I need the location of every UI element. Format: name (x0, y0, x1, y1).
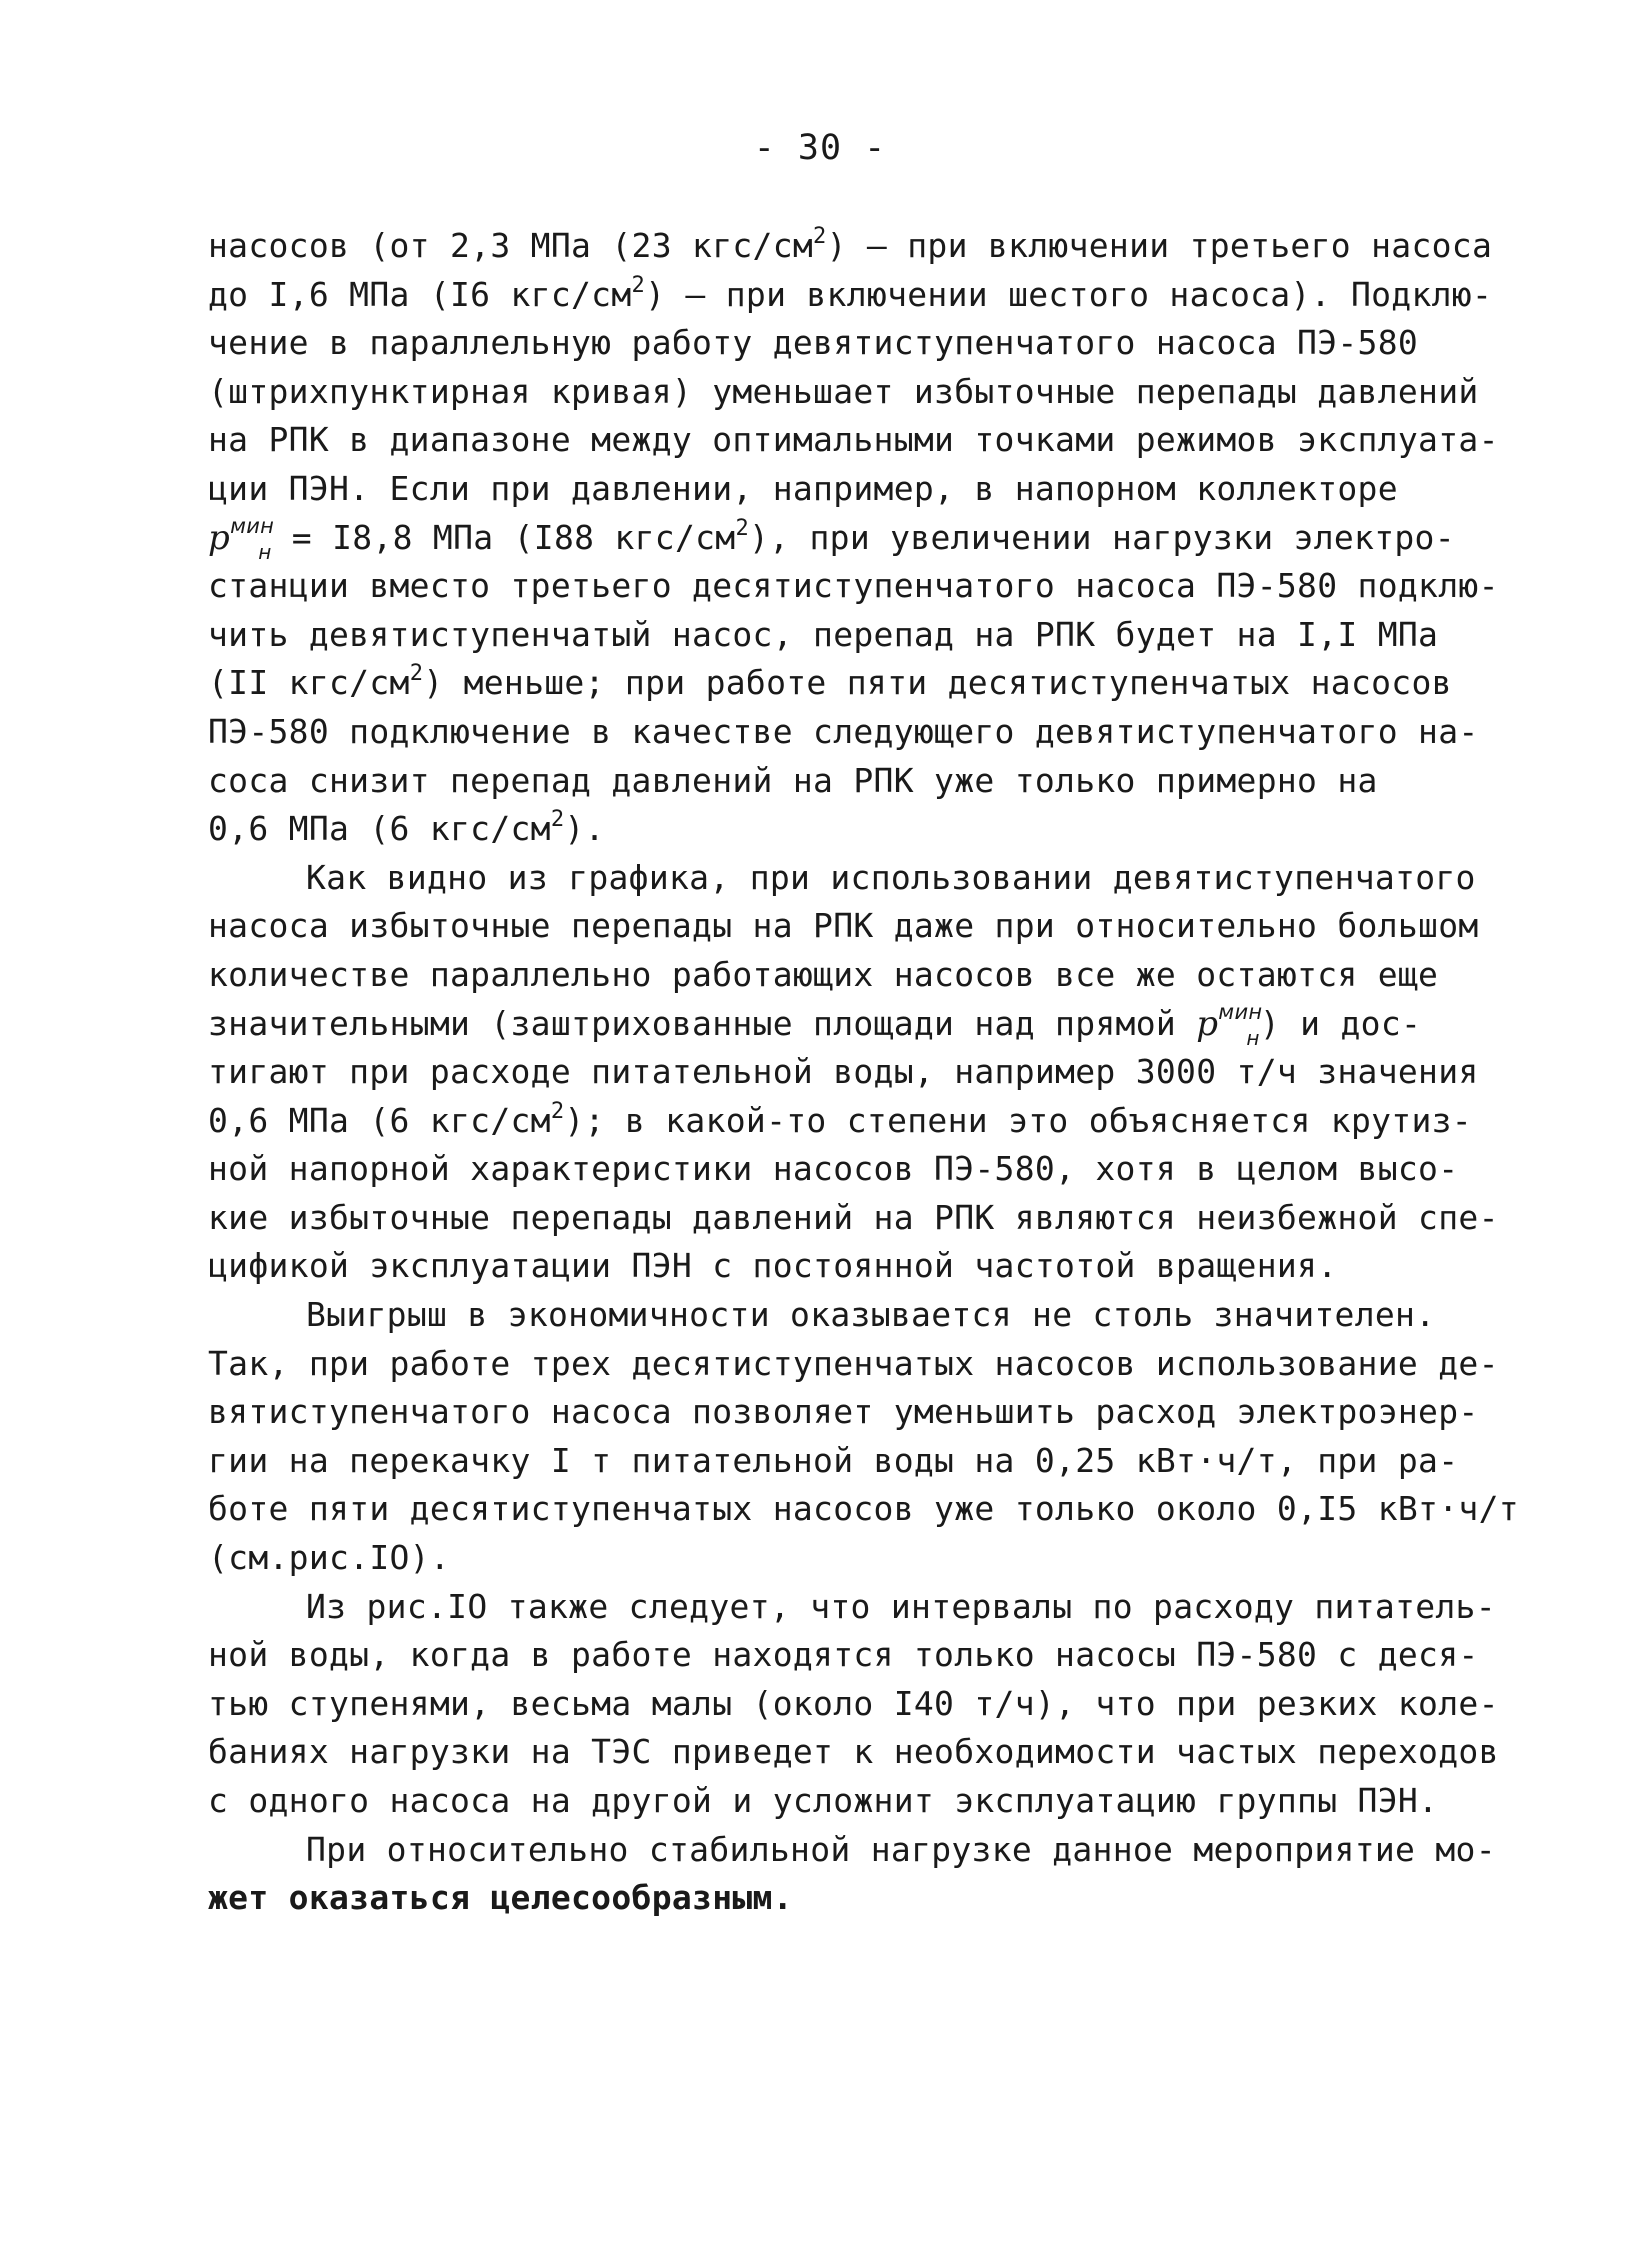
text-line: ПЭ-580 подключение в качестве следующего девятиступенчатого на- (208, 711, 1479, 751)
paragraph-start-line: При относительно стабильной нагрузке данное мероприятие мо- (306, 1829, 1496, 1869)
text-fragment: ) и дос- (1259, 1003, 1422, 1043)
symbol-subscript: н (1246, 1025, 1260, 1050)
text-line (208, 271, 1508, 320)
paragraph-start-line: Из рис.IO также следует, что интервалы по расходу питатель- (306, 1586, 1496, 1626)
text-fragment: значительными (заштрихованные площади над прямой (208, 1003, 1197, 1043)
text-line: соса снизит перепад давлений на РПК уже только примерно на (208, 760, 1378, 800)
symbol-superscript: мин (1218, 999, 1263, 1024)
text-line: чить девятиступенчатый насос, перепад на РПК будет на I,I МПа (208, 614, 1439, 654)
text-line: (см.рис.IO). (208, 1538, 451, 1578)
superscript: 2 (550, 807, 565, 833)
text-line: боте пяти десятиступенчатых насосов уже только около 0,I5 кВт·ч/т (208, 1489, 1519, 1529)
text-line: Так, при работе трех десятиступенчатых насосов использование де- (208, 1343, 1499, 1383)
superscript: 2 (735, 515, 749, 541)
text-fragment: ). (564, 809, 605, 849)
text-line: кие избыточные перепады давлений на РПК являются неизбежной спе- (208, 1197, 1499, 1237)
paragraph-start-line: Выигрыш в экономичности оказывается не столь значителен. (306, 1295, 1436, 1335)
text-line: ции ПЭН. Если при давлении, например, в напорном коллекторе (208, 468, 1398, 508)
text-line: ной воды, когда в работе находятся только насосы ПЭ-580 с деся- (208, 1635, 1479, 1675)
text-line: тью ступенями, весьма малы (около I40 т/ч), что при резких коле- (208, 1683, 1499, 1723)
text-line: гии на перекачку I т питательной воды на 0,25 кВт·ч/т, при ра- (208, 1440, 1459, 1480)
text-line: цификой эксплуатации ПЭН с постоянной частотой вращения. (208, 1246, 1338, 1286)
text-fragment: ); в какой-то степени это объясняется крутиз- (564, 1100, 1472, 1140)
text-line: станции вместо третьего десятиступенчатого насоса ПЭ-580 подклю- (208, 566, 1499, 606)
text-line: баниях нагрузки на ТЭС приведет к необходимости частых переходов (208, 1732, 1499, 1772)
text-line (208, 222, 1508, 271)
text-line: на РПК в диапазоне между оптимальными точками режимов эксплуата- (208, 420, 1499, 460)
text-line: с одного насоса на другой и усложнит эксплуатацию группы ПЭН. (208, 1781, 1439, 1820)
text-line (208, 514, 1508, 563)
text-fragment: ), при увеличении нагрузки электро- (749, 517, 1455, 557)
text-line: количестве параллельно работающих насосов все же остаются еще (208, 954, 1439, 994)
text-fragment: ) – при включении третьего насоса (826, 226, 1493, 265)
text-line (208, 1000, 1508, 1049)
text-line: жет оказаться целесообразным. (208, 1878, 793, 1918)
symbol-subscript: н (258, 539, 272, 564)
text-fragment: ) – при включении шестого насоса). Подклю- (645, 274, 1493, 314)
body-text (208, 222, 1519, 1923)
text-line (208, 659, 1508, 708)
superscript: 2 (550, 1098, 565, 1124)
text-line: чение в параллельную работу девятиступенчатого насоса ПЭ-580 (208, 323, 1419, 363)
superscript: 2 (409, 661, 424, 687)
text-fragment: ) меньше; при работе пяти десятиступенчатых насосов (423, 663, 1452, 703)
pressure-symbol: p (208, 517, 231, 558)
text-line: ной напорной характеристики насосов ПЭ-580, хотя в целом высо- (208, 1149, 1459, 1189)
text-line (208, 805, 1508, 854)
superscript: 2 (813, 224, 827, 249)
symbol-superscript: мин (230, 513, 275, 538)
page-number: - 30 - (753, 128, 887, 168)
text-fragment: (II кгс/см (208, 663, 410, 703)
text-fragment: = I8,8 МПа (I88 кгс/см (271, 517, 736, 557)
text-fragment: насосов (от 2,3 МПа (23 кгс/см (208, 226, 814, 265)
paragraph-start-line: Как видно из графика, при использовании девятиступенчатого (306, 857, 1476, 897)
text-line (208, 1097, 1508, 1146)
text-line: насоса избыточные перепады на РПК даже при относительно большом (208, 906, 1479, 946)
text-line: (штрихпунктирная кривая) уменьшает избыточные перепады давлений (208, 371, 1479, 411)
text-fragment: до I,6 МПа (I6 кгс/см (208, 274, 632, 314)
text-fragment: 0,6 МПа (6 кгс/см (208, 809, 551, 849)
text-line: тигают при расходе питательной воды, например 3000 т/ч значения (208, 1052, 1479, 1092)
superscript: 2 (631, 272, 646, 298)
text-line: вятиступенчатого насоса позволяет уменьшить расход электроэнер- (208, 1392, 1479, 1432)
text-fragment: 0,6 МПа (6 кгс/см (208, 1100, 551, 1140)
pressure-symbol: p (1196, 1003, 1219, 1044)
